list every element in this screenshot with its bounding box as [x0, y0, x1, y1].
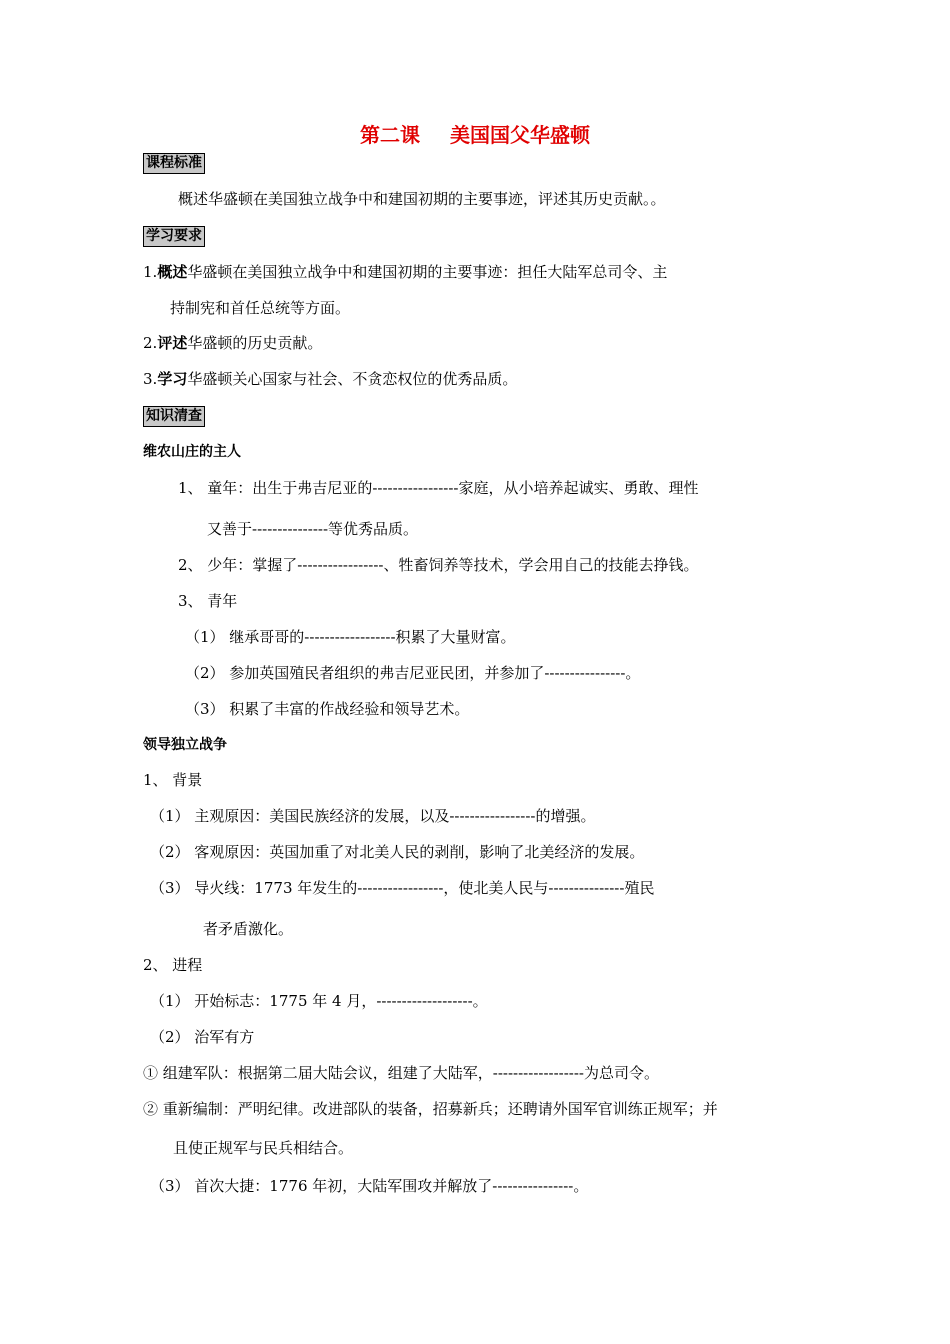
standard-text: 概述华盛顿在美国独立战争中和建国初期的主要事迹，评述其历史贡献。。: [178, 190, 666, 208]
list-item: （2） 客观原因：英国加重了对北美人民的剥削，影响了北美经济的发展。: [150, 843, 645, 861]
requirement-item: 2.评述华盛顿的历史贡献。: [143, 334, 323, 352]
list-item: （3） 积累了丰富的作战经验和领导艺术。: [185, 700, 470, 718]
list-item: （2） 参加英国殖民者组织的弗吉尼亚民团，并参加了----------------。: [185, 664, 641, 682]
list-item: 1、 背景: [143, 771, 203, 789]
section-label-standard: 课程标准: [143, 152, 205, 174]
list-item: 又善于---------------等优秀品质。: [207, 520, 419, 538]
subheading-independence-war: 领导独立战争: [143, 737, 227, 753]
list-item: （3） 首次大捷：1776 年初，大陆军围攻并解放了----------------。: [150, 1177, 589, 1195]
lesson-number: 第二课: [360, 123, 420, 147]
list-item: ① 组建军队：根据第二届大陆会议，组建了大陆军，------------------为总司令。: [143, 1064, 660, 1082]
list-item: （2） 治军有方: [150, 1028, 255, 1046]
list-item: ② 重新编制：严明纪律。改进部队的装备，招募新兵；还聘请外国军官训练正规军；并: [143, 1100, 718, 1118]
list-item-continued: 且使正规军与民兵相结合。: [173, 1139, 354, 1157]
list-item: （1） 主观原因：美国民族经济的发展，以及-----------------的增强。: [150, 807, 596, 825]
requirement-item: 1.概述华盛顿在美国独立战争中和建国初期的主要事迹：担任大陆军总司令、主: [143, 263, 668, 281]
list-item: （1） 继承哥哥的------------------积累了大量财富。: [185, 628, 516, 646]
section-label-requirements: 学习要求: [143, 225, 205, 247]
list-item: （1） 开始标志：1775 年 4 月，-------------------。: [150, 992, 488, 1010]
list-item: 2、 少年：掌握了-----------------、牲畜饲养等技术，学会用自己的技能去挣钱。: [178, 556, 699, 574]
section-label-knowledge: 知识清查: [143, 405, 205, 427]
requirement-item: 3.学习华盛顿关心国家与社会、不贪恋权位的优秀品质。: [143, 370, 518, 388]
list-item: 3、 青年: [178, 592, 238, 610]
subheading-mount-vernon: 维农山庄的主人: [143, 444, 241, 460]
list-item: （3） 导火线：1773 年发生的-----------------，使北美人民与---------------殖民: [150, 879, 655, 897]
list-item: 2、 进程: [143, 956, 203, 974]
list-item-continued: 者矛盾激化。: [203, 920, 294, 938]
list-item: 1、 童年：出生于弗吉尼亚的-----------------家庭，从小培养起诚实、勇敢、理性: [178, 479, 699, 497]
page-title: [0, 125, 950, 145]
lesson-name: 美国国父华盛顿: [450, 123, 590, 147]
requirement-item-continued: 持制宪和首任总统等方面。: [170, 299, 351, 317]
